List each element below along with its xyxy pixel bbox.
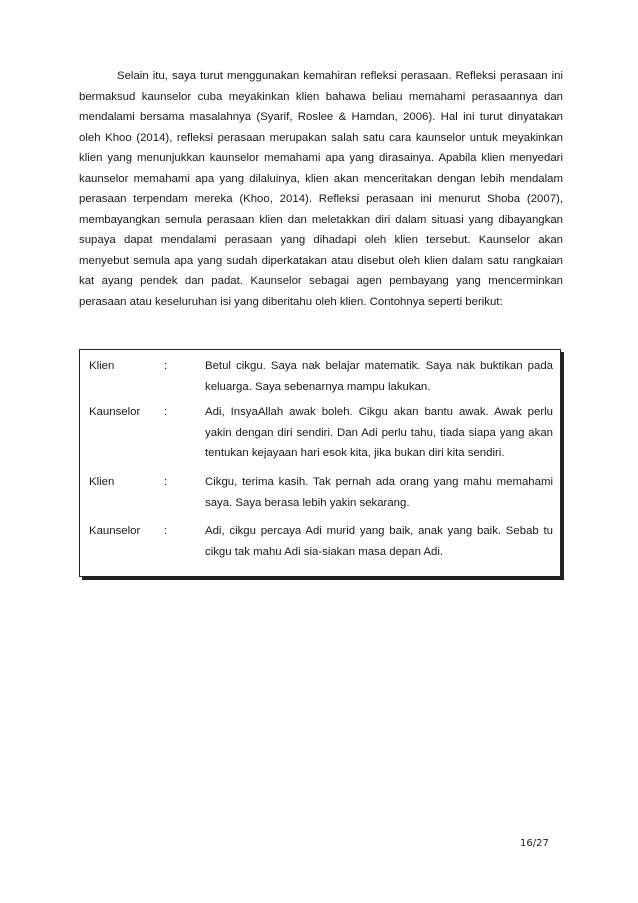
utterance-text: Betul cikgu. Saya nak belajar matematik. Saya nak buktikan pada keluarga. Saya sebenarnya mampu lakukan. (205, 360, 553, 393)
body-paragraph: Selain itu, saya turut menggunakan kemahiran refleksi perasaan. Refleksi perasaan ini bermaksud kaunselor cuba meyakinkan klien bahawa beliau memahami perasaannya dan mendalami bersama masalahnya (Syarif, Roslee & Hamdan, 2006). Hal ini turut dinyatakan oleh Khoo (2014), refleksi perasaan merupakan salah satu cara kaunselor untuk meyakinkan klien yang menunjukkan kaunselor memahami apa yang dirasainya. Apabila klien menyedari kaunselor memahami apa yang dilaluinya, klien akan menceritakan dengan lebih mendalam perasaan terpendam mereka (Khoo, 2014). Refleksi perasaan ini menurut Shoba (2007), membayangkan semula perasaan klien dan meletakkan diri dalam situasi yang dibayangkan supaya dapat mendalami perasaan yang dihadapi oleh klien tersebut. Kaunselor akan menyebut semula apa yang sudah diperkatakan atau disebut oleh klien dalam satu rangkaian kat ayang pendek dan padat. Kaunselor sebagai agen pembayang yang mencerminkan perasaan atau keseluruhan isi yang diberitahu oleh klien. Contohnya seperti berikut: (79, 70, 563, 308)
colon-separator: : (164, 525, 168, 537)
speaker-label: Klien (89, 360, 115, 372)
colon-separator: : (164, 476, 168, 488)
dialogue-box (79, 349, 561, 577)
colon-separator: : (164, 360, 168, 372)
utterance-text: Adi, InsyaAllah awak boleh. Cikgu akan bantu awak. Awak perlu yakin dengan diri sendiri. Dan Adi perlu tahu, tiada siapa yang akan tentukan kejayaan hari esok kita, jika bukan diri kita sendiri. (205, 406, 553, 459)
speaker-label: Klien (89, 476, 115, 488)
speaker-label: Kaunselor (89, 525, 141, 537)
utterance-text: Adi, cikgu percaya Adi murid yang baik, anak yang baik. Sebab tu cikgu tak mahu Adi sia-siakan masa depan Adi. (205, 525, 553, 558)
colon-separator: : (164, 406, 168, 418)
page-number: 16/27 (520, 838, 549, 849)
speaker-label: Kaunselor (89, 406, 141, 418)
utterance-text: Cikgu, terima kasih. Tak pernah ada orang yang mahu memahami saya. Saya berasa lebih yakin sekarang. (205, 476, 553, 509)
